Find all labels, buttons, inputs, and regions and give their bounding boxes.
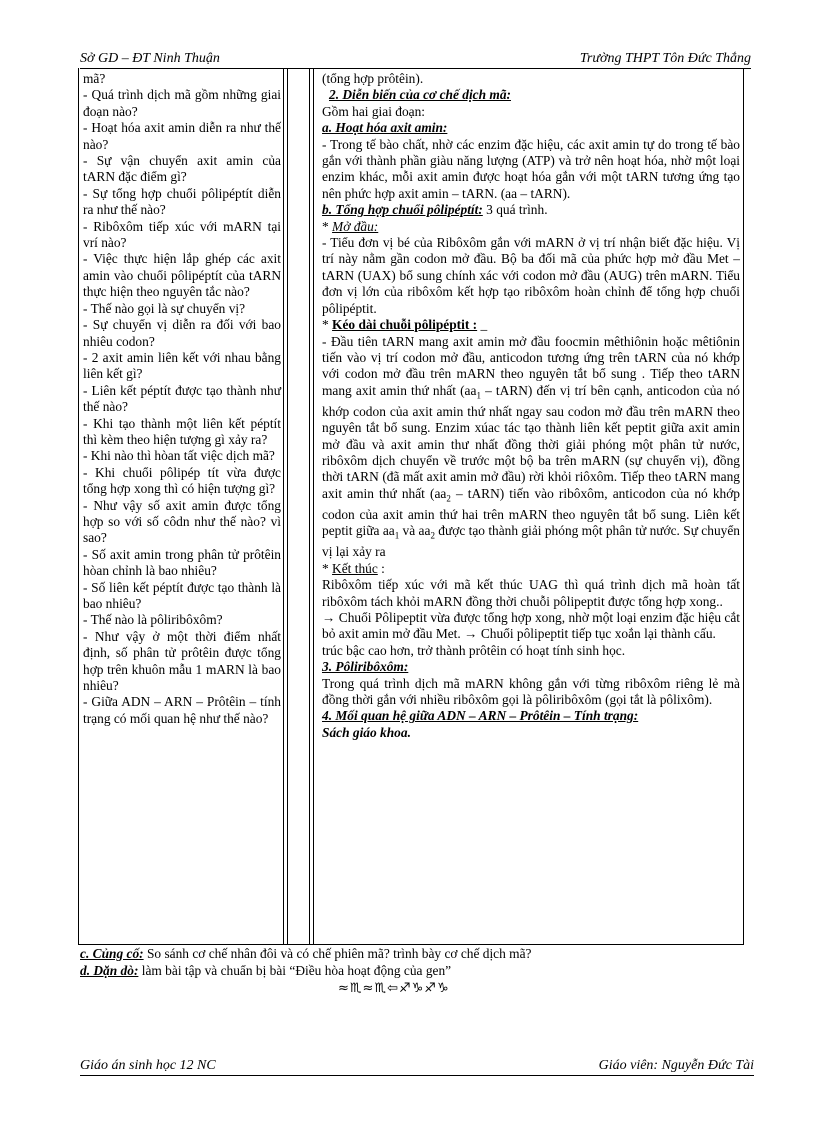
question-item: - Sự tổng hợp chuổi pôlipéptít diễn ra như thế nào? (83, 185, 281, 218)
homework-text: làm bài tập và chuẩn bị bài “Điều hòa hoạt động của gen” (138, 963, 452, 978)
question-item: - Thế nào là pôliribôxôm? (83, 612, 223, 628)
paragraph-elongation: - Đầu tiên tARN mang axit amin mở đầu foocmin mêthiônin hoặc mêtiônin tiến vào vị trí codon mở đầu, anticodon tương ứng trên tARN của nó khớp với codon mở đầu trên mARN theo nguyên tắt bổ sung . Tiếp theo tARN mang axit amin thứ nhất ($aa_1$ – tARN) đến vị trí bên cạnh, anticodon của nó khớp codon của axit amin thứ nhất ngay sau codon mở đầu trên mARN theo nguyên tắt bổ sung. Enzim xúac tác tạo thành liên kết peptit giữa axit amin mở đầu và axit amin thư nhất đồng thời giải phóng một phân tử nước, ribôxôm dịch chuyển về trước một bộ ba trên mARN (sự chuyển vị), đồng thời tARN (đã mất axit amin mở đầu) rời khỏi riôxôm. Tiếp theo tARN mang axit amin thứ nhất ($aa_2$ – tARN) tiến vào ribôxôm, anticodon của nó khớp codon của axit amin thứ hai trên mARN theo nguyên tắt bổ sung. Liên kết peptit giữa $aa_1$ và $aa_2$ được tạo thành giải phóng một phân tử nước. Sự chuyển vị lại xảy ra (322, 333, 740, 560)
content-line: Gồm hai giai đoạn: (322, 103, 426, 119)
question-item: - 2 axit amin liên kết với nhau bằng liên kết gì? (83, 349, 281, 382)
paragraph-activation: - Trong tế bào chất, nhờ các enzim đặc hiệu, các axit amin tự do trong tế bào gắn với thành phần giàu năng lượng (ATP) và trở nên hoạt hóa, nhờ một loại enzim khác, mỗi axit amin được hoạt hóa gắn với một tARN tương ứng tạo nên phức hợp axit amin – tARN. (aa – tARN). (322, 136, 740, 201)
ornament-divider: ≈♏≈♏⇦♐♑♐♑ (338, 981, 450, 996)
page-footer (80, 1058, 754, 1076)
content-line: (tổng hợp prôtêin). (322, 71, 424, 86)
page-header (80, 51, 751, 69)
consolidation-text: So sánh cơ chế nhân đôi và có chế phiên mã? trình bày cơ chế dịch mã? (143, 946, 532, 961)
question-item: - Sự vận chuyển axit amin của tARN đặc điểm gì? (83, 153, 281, 185)
header-school-name: Trường THPT Tôn Đức Thắng (579, 51, 751, 66)
synthesis-count: 3 quá trình. (482, 202, 548, 218)
paragraph-result: → Chuổi Pôlipeptit vừa được tổng hợp xong, nhờ một loại enzim đặc hiệu cắt bỏ axit amin mở đầu Met. → Chuổi pôlipeptit tiếp tục xoắn lại thành cấu. (322, 610, 740, 642)
questions-column (83, 71, 281, 727)
step-elongation: Kéo dài chuỗi pôlipéptit : (332, 317, 478, 333)
homework-label: d. Dặn dò: (80, 963, 139, 978)
question-item: mã? (83, 71, 106, 86)
question-item: - Giữa ADN – ARN – Prôtêin – tính trạng có mối quan hệ như thế nào? (83, 694, 281, 726)
step-termination: Kết thúc (332, 560, 378, 576)
section-heading-2: 2. Diễn biến của cơ chế dịch mã: (329, 87, 511, 103)
question-item: - Khi tạo thành một liên kết péptít thì kèm theo hiện tượng gì xảy ra? (83, 415, 281, 447)
question-item: - Hoạt hóa axit amin diễn ra như thế nào? (83, 120, 281, 152)
consolidation-label: c. Củng cố: (80, 946, 144, 961)
arrow-icon: → (464, 626, 478, 642)
question-item: - Như vậy số axit amin được tổng hợp so với số côdn như thế nào? vì sao? (83, 497, 281, 546)
content-column: (tổng hợp prôtêin). 2. Diễn biến của cơ chế dịch mã: Gồm hai giai đoạn: a. Hoạt hóa axit amin: - Trong tế bào chất, nhờ các enzim đặc hiệu, các axit amin tự do trong tế bào gắn với thành phần giàu năng lượng (ATP) và trở nên hoạt hóa, nhờ một loại enzim khác, mỗi axit amin được hoạt hóa gắn với một tARN tương ứng tạo nên phức hợp axit amin – tARN. (aa – tARN). b. Tổng hợp chuổi pôlipéptít: 3 quá trình. * Mở đầu: - Tiểu đơn vị bé của Ribôxôm gắn với mARN ở vị trí nhận biết đặc hiệu. Vị trí này nằm gần codon mở đầu. Bộ ba đối mã của phức hợp mở đầu Met – tARN (UAX) bổ sung chính xác với codon mở đầu (AUG) trên mARN. Tiểu đơn vị lớn của ribôxôm kết hợp tạo ribôxôm hoàn chỉnh để tổng hợp chuổi pôlipéptit. * Kéo dài chuỗi pôlipéptit : _ - Đầu tiên tARN mang axit amin mở đầu foocmin mêthiônin hoặc mêtiônin tiến vào vị trí codon mở đầu, anticodon tương ứng trên tARN của nó khớp với codon mở đầu trên mARN theo nguyên tắt bổ sung . Tiếp theo tARN mang axit amin thứ nhất ($aa_1$ – tARN) đến vị trí bên cạnh, anticodon của nó khớp codon của axit amin thứ nhất ngay sau codon mở đầu trên mARN theo nguyên tắt bổ sung. Enzim xúac tác tạo thành liên kết peptit giữa axit amin mở đầu và axit amin thư nhất đồng thời giải phóng một phân tử nước, ribôxôm dịch chuyển về trước một bộ ba trên mARN (sự chuyển vị), đồng thời tARN (đã mất axit amin mở đầu) rời khỏi riôxôm. Tiếp theo tARN mang axit amin thứ nhất ($aa_2$ – tARN) tiến vào ribôxôm, anticodon của nó khớp codon của axit amin thứ hai trên mARN theo nguyên tắt bổ sung. Liên kết peptit giữa $aa_1$ và $aa_2$ được tạo thành giải phóng một phân tử nước. Sự chuyển vị lại xảy ra * Kết thúc : Ribôxôm tiếp xúc với mã kết thúc UAG thì quá trình dịch mã hoàn tất ribôxôm tách khỏi mARN đồng thời chuỗi pôlipeptit được tổng hợp xong.. → Chuổi Pôlipeptit vừa được tổng hợp xong, nhờ một loại enzim đặc hiệu cắt bỏ axit amin mở đầu Met. → Chuổi pôlipeptit tiếp tục xoắn lại thành cấu. trúc bậc cao hơn, trở thành prôtêin có hoạt tính sinh học. 3. Pôliribôxôm: Trong quá trình dịch mã mARN không gắn với từng ribôxôm riêng lẻ mà đồng thời gắn với nhiều ribôxôm gọi là pôliribôxôm (gọi tắt là pôlixôm). 4. Mối quan hệ giữa ADN – ARN – Prôtêin – Tính trạng: Sách giáo khoa. (322, 71, 740, 740)
arrow-icon: → (322, 610, 336, 626)
question-item: - Ribôxôm tiếp xúc với mARN tại vrí nào? (83, 218, 281, 251)
section-heading-4: 4. Mối quan hệ giữa ADN – ARN – Prôtêin – Tính trạng: (322, 708, 639, 724)
footer-subject: Giáo án sinh học 12 NC (80, 1058, 216, 1073)
subheading-activation: a. Hoạt hóa axit amin: (322, 120, 448, 136)
content-line: trúc bậc cao hơn, trở thành prôtêin có hoạt tính sinh học. (322, 642, 626, 658)
textbook-reference: Sách giáo khoa. (322, 724, 411, 740)
paragraph-initiation: - Tiểu đơn vị bé của Ribôxôm gắn với mARN ở vị trí nhận biết đặc hiệu. Vị trí này nằm gần codon mở đầu. Bộ ba đối mã của phức hợp mở đầu Met – tARN (UAX) bổ sung chính xác với codon mở đầu (AUG) trên mARN. Tiểu đơn vị lớn của ribôxôm kết hợp tạo ribôxôm hoàn chỉnh để tổng hợp chuổi pôlipéptit. (322, 235, 740, 316)
lesson-table (78, 68, 744, 945)
section-heading-3: 3. Pôliribôxôm: (322, 659, 409, 675)
paragraph-termination: Ribôxôm tiếp xúc với mã kết thúc UAG thì quá trình dịch mã hoàn tất ribôxôm tách khỏi mARN đồng thời chuỗi pôlipeptit được tổng hợp xong.. (322, 577, 740, 609)
question-item: - Quá trình dịch mã gồm những giai đoạn nào? (83, 87, 281, 119)
paragraph-polyribosome: Trong quá trình dịch mã mARN không gắn với từng ribôxôm riêng lẻ mà đồng thời gắn với nhiều ribôxôm gọi là pôliribôxôm (gọi tắt là pôlixôm). (322, 675, 740, 708)
question-item: - Như vậy ở một thời điểm nhất định, số phân tử prôtêin được tổng hợp trên khuôn mẫu 1 mARN là bao nhiêu? (83, 628, 281, 694)
footer-teacher: Giáo viên: Nguyễn Đức Tài (598, 1058, 754, 1073)
question-item: - Số axit amin trong phân tử prôtêin hòan chỉnh là bao nhiêu? (83, 546, 281, 579)
question-item: - Khi chuổi pôlipép tít vừa được tổng hợp xong thì có hiện tượng gì? (83, 464, 281, 497)
header-school-dept: Sở GD – ĐT Ninh Thuận (80, 51, 220, 66)
step-initiation: Mở đầu: (332, 218, 379, 234)
question-item: - Số liên kết péptít được tạo thành là bao nhiêu? (83, 579, 281, 611)
column-divider (283, 68, 288, 944)
question-item: - Liên kết péptít được tạo thành như thế nào? (83, 382, 281, 415)
subheading-synthesis: b. Tổng hợp chuổi pôlipéptít: (322, 202, 483, 218)
question-item: - Sự chuyển vị diễn ra đối với bao nhiêu codon? (83, 317, 281, 349)
question-item: - Việc thực hiện lắp ghép các axit amin vào chuổi pôlipéptít của tARN thực hiện theo nguyên tắc nào? (83, 251, 281, 300)
column-divider (309, 68, 314, 944)
lesson-closing (80, 945, 750, 979)
question-item: - Khi nào thì hòan tất việc dịch mã? (83, 448, 275, 464)
question-item: - Thế nào gọi là sự chuyển vị? (83, 300, 246, 316)
